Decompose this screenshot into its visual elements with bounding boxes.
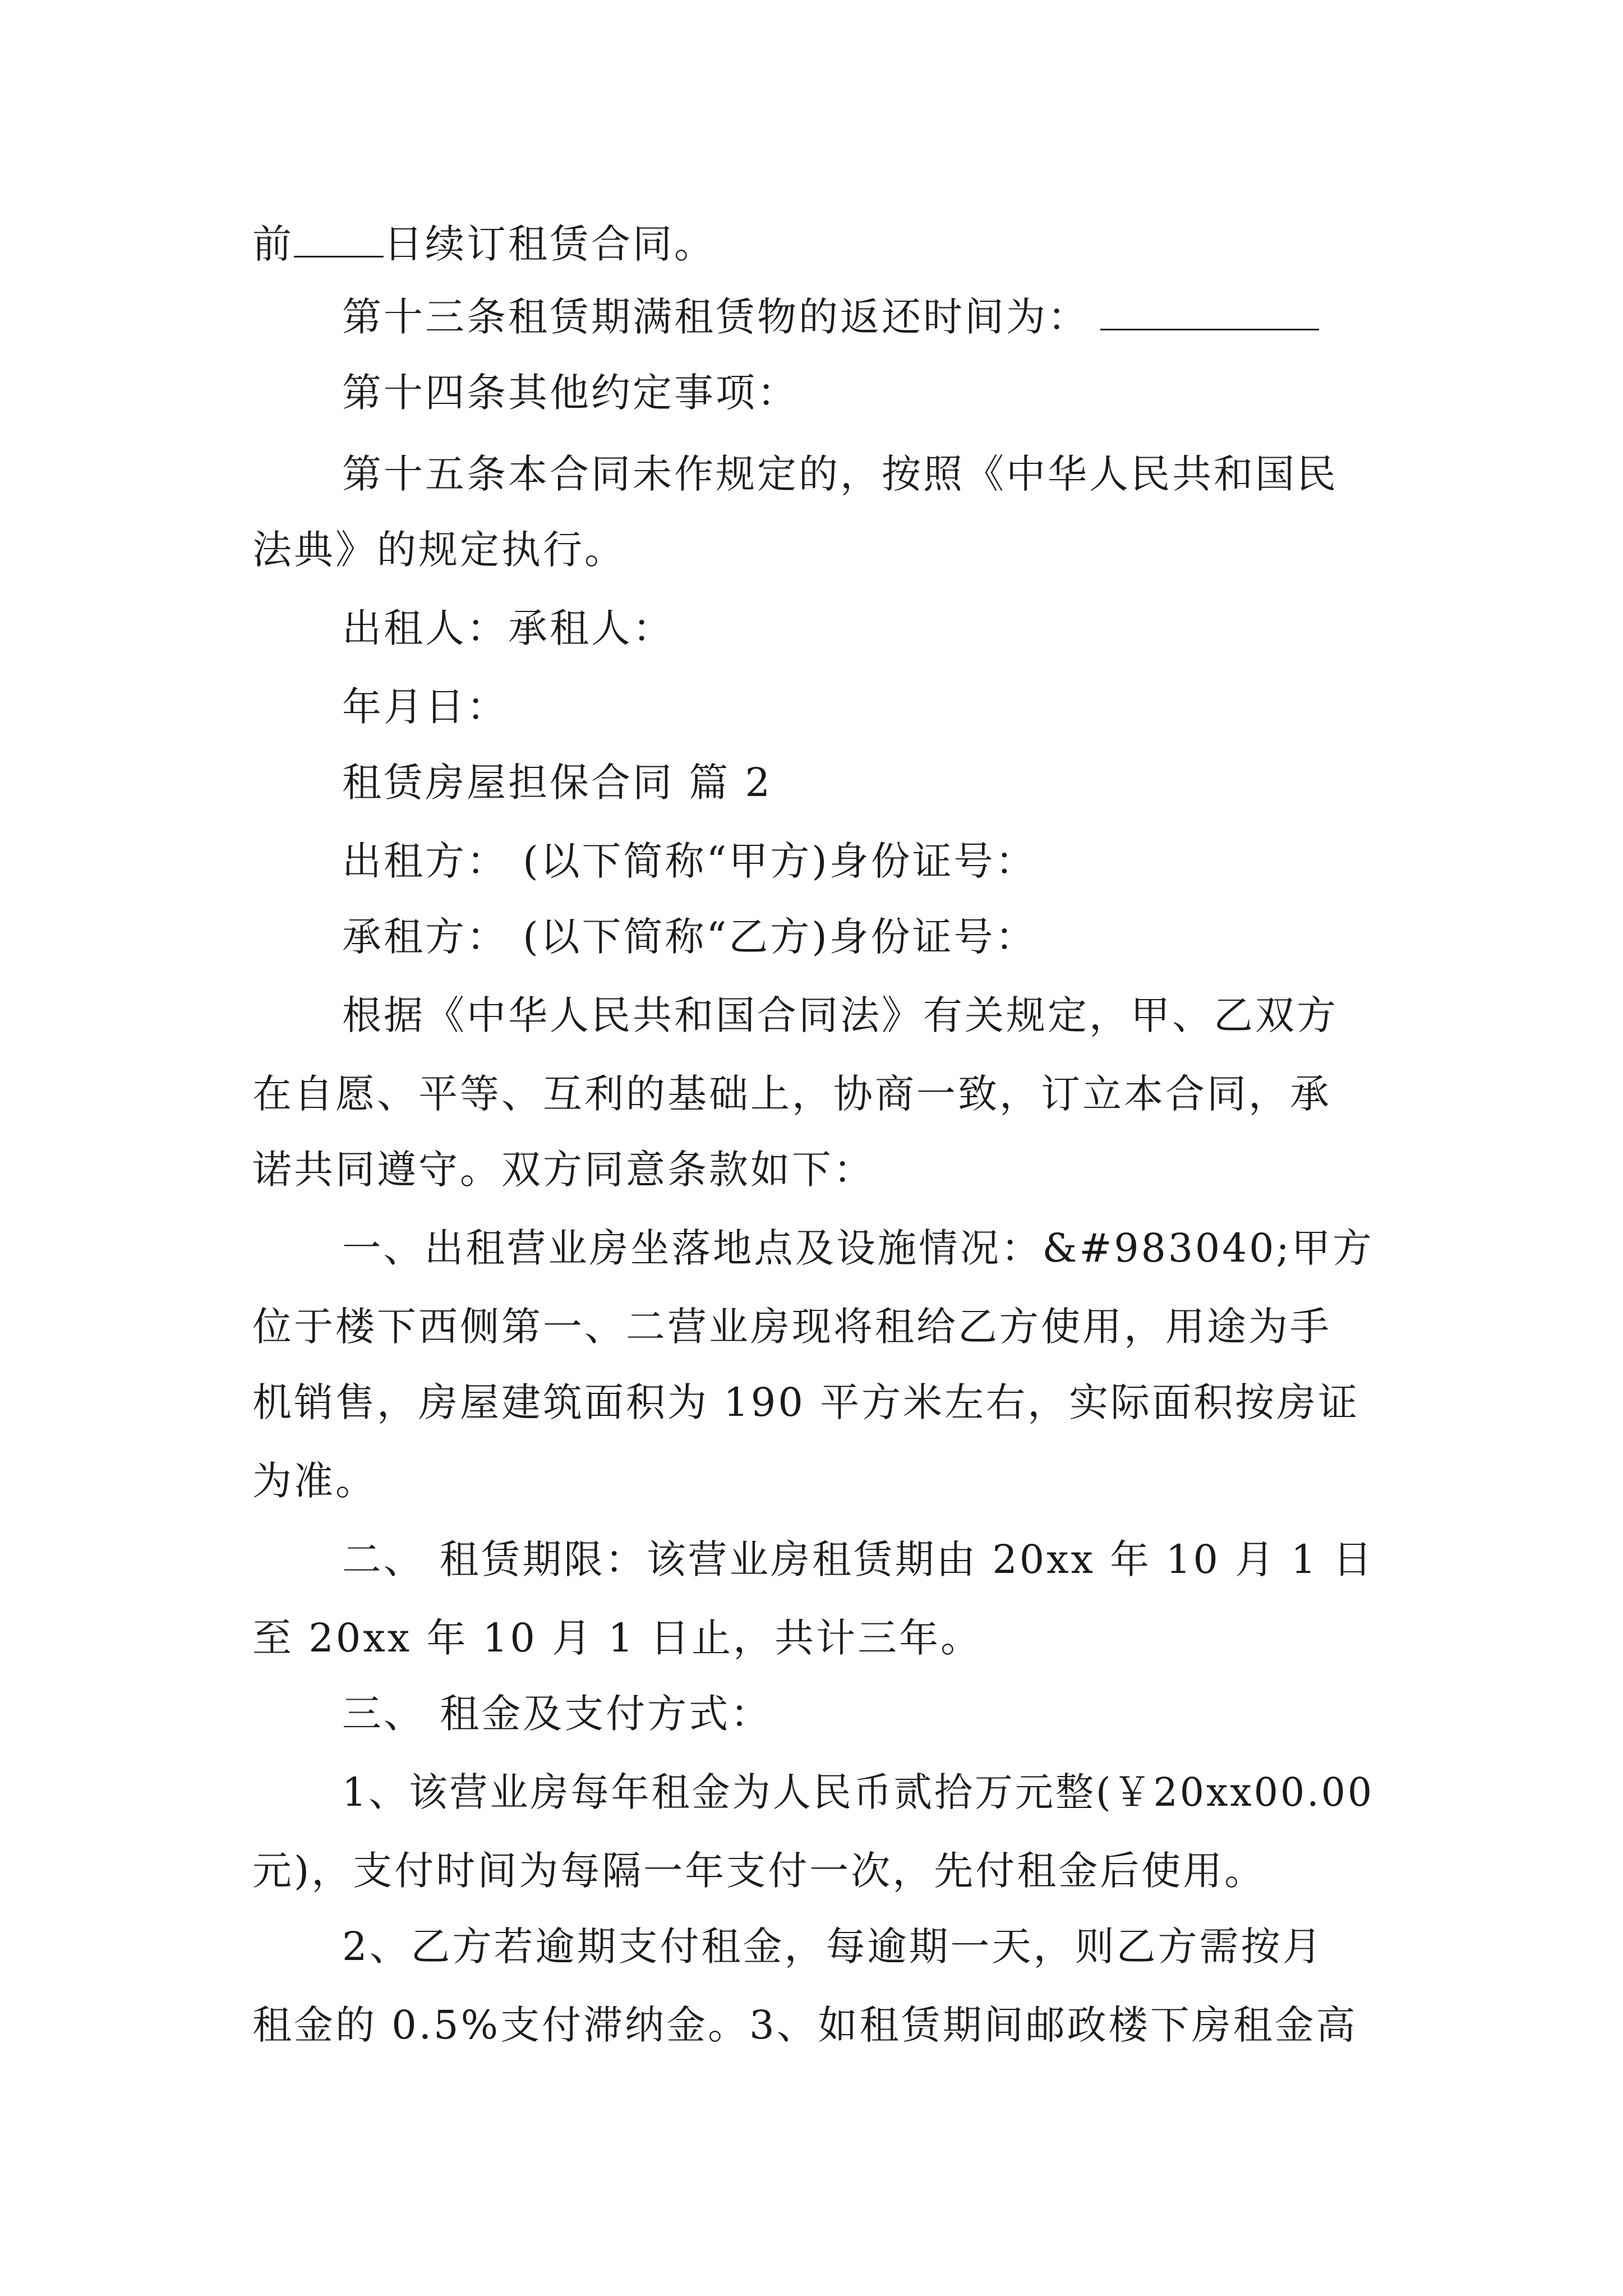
text-line-24: 租金的 0.5%支付滞纳金。3、如租赁期间邮政楼下房租金高 <box>252 2002 1358 2048</box>
text-line-14: 一、出租营业房坐落地点及设施情况：&#983040;甲方 <box>342 1225 1374 1271</box>
text-line-18: 二、 租赁期限：该营业房租赁期由 20xx 年 10 月 1 日 <box>342 1536 1375 1582</box>
text-line-7: 年月日： <box>342 684 508 730</box>
text-line-5: 法典》的规定执行。 <box>252 527 626 573</box>
fill-in-blank <box>294 220 384 257</box>
text-line-1 <box>252 219 716 269</box>
text-line-22: 元)，支付时间为每隔一年支付一次，先付租金后使用。 <box>252 1848 1266 1894</box>
section-heading: 租赁房屋担保合同 篇 2 <box>342 760 773 806</box>
text-line-11: 根据《中华人民共和国合同法》有关规定，甲、乙双方 <box>342 992 1338 1038</box>
text-line-23: 2、乙方若逾期支付租金，每逾期一天，则乙方需按月 <box>342 1924 1324 1970</box>
text-line-16: 机销售，房屋建筑面积为 190 平方米左右，实际面积按房证 <box>252 1379 1360 1425</box>
text-line-15: 位于楼下西侧第一、二营业房现将租给乙方使用，用途为手 <box>252 1304 1331 1350</box>
text-line-3: 第十四条其他约定事项： <box>342 370 799 416</box>
text-line-13: 诺共同遵守。双方同意条款如下： <box>252 1147 875 1193</box>
fill-in-blank <box>1100 293 1319 330</box>
text-line-19: 至 20xx 年 10 月 1 日止，共计三年。 <box>252 1615 983 1661</box>
text-fragment: 前 <box>252 221 294 267</box>
text-line-9: 出租方： (以下简称“甲方)身份证号： <box>342 838 1037 884</box>
text-fragment: 日续订租赁合同。 <box>384 221 716 267</box>
text-line-4: 第十五条本合同未作规定的，按照《中华人民共和国民 <box>342 451 1338 497</box>
text-line-6: 出租人：承租人： <box>342 605 674 651</box>
text-line-21: 1、该营业房每年租金为人民币贰拾万元整(￥20xx00.00 <box>342 1769 1375 1815</box>
text-line-12: 在自愿、平等、互利的基础上，协商一致，订立本合同，承 <box>252 1071 1331 1117</box>
text-line-17: 为准。 <box>252 1458 377 1504</box>
text-line-2 <box>342 292 1319 342</box>
text-line-20: 三、 租金及支付方式： <box>342 1691 772 1737</box>
text-line-10: 承租方： (以下简称“乙方)身份证号： <box>342 914 1037 960</box>
text-fragment: 第十三条租赁期满租赁物的返还时间为： <box>342 294 1089 340</box>
